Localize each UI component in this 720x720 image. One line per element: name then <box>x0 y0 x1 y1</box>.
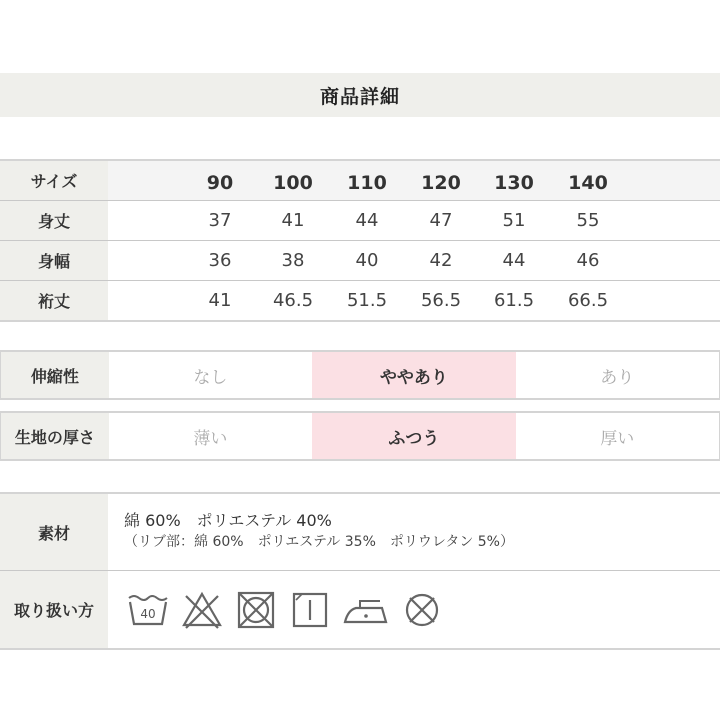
title-bar <box>0 73 720 117</box>
table-cell: 51 <box>502 210 526 231</box>
row-label: 身丈 <box>0 201 108 240</box>
material-sub-text: （リブ部：綿 60% ポリエステル 35% ポリウレタン 5%） <box>124 534 514 550</box>
no-dry-clean-icon <box>400 590 444 630</box>
wash-40-icon <box>126 590 170 630</box>
care-row <box>0 570 720 648</box>
table-cell: 61.5 <box>493 290 535 311</box>
table-cell: 47 <box>429 210 453 231</box>
size-header-label: サイズ <box>0 161 108 200</box>
thickness-option-normal: ふつう <box>312 413 515 459</box>
table-cell: 41 <box>281 210 305 231</box>
info-table <box>0 492 720 650</box>
no-bleach-icon <box>180 590 224 630</box>
size-col-90: 90 <box>206 171 234 194</box>
table-cell: 56.5 <box>420 290 462 311</box>
row-label: 身幅 <box>0 241 108 280</box>
stretch-option-yes: あり <box>516 352 720 398</box>
table-row <box>0 201 720 241</box>
material-body <box>108 494 514 570</box>
table-cell: 36 <box>208 250 232 271</box>
table-cell: 51.5 <box>346 290 388 311</box>
material-label: 素材 <box>0 494 108 570</box>
line-dry-icon <box>288 590 332 630</box>
stretch-rating <box>0 350 720 400</box>
stretch-label: 伸縮性 <box>0 352 109 398</box>
wash-temp-text: 40 <box>140 606 156 621</box>
thickness-rating <box>0 411 720 461</box>
table-cell: 55 <box>576 210 600 231</box>
table-cell: 38 <box>281 250 305 271</box>
material-row <box>0 494 720 570</box>
size-table <box>0 159 720 322</box>
stretch-option-some: ややあり <box>312 352 515 398</box>
size-col-100: 100 <box>273 171 313 194</box>
table-cell: 41 <box>208 290 232 311</box>
table-cell: 66.5 <box>567 290 609 311</box>
table-row <box>0 281 720 322</box>
material-main-text: 綿 60% ポリエステル 40% <box>124 511 332 530</box>
table-cell: 46 <box>576 250 600 271</box>
table-cell: 37 <box>208 210 232 231</box>
size-col-130: 130 <box>494 171 534 194</box>
iron-low-icon <box>342 590 390 630</box>
table-cell: 44 <box>502 250 526 271</box>
table-cell: 44 <box>355 210 379 231</box>
size-col-110: 110 <box>347 171 387 194</box>
table-cell: 40 <box>355 250 379 271</box>
table-row <box>0 241 720 281</box>
size-col-140: 140 <box>568 171 608 194</box>
thickness-option-thin: 薄い <box>193 428 228 449</box>
page-title: 商品詳細 <box>319 85 400 108</box>
row-label: 裄丈 <box>0 281 108 320</box>
no-tumble-dry-icon <box>234 590 278 630</box>
table-cell: 42 <box>429 250 453 271</box>
care-label: 取り扱い方 <box>0 571 108 648</box>
stretch-option-none: なし <box>193 367 228 388</box>
table-cell: 46.5 <box>272 290 314 311</box>
size-col-120: 120 <box>421 171 461 194</box>
care-icons <box>108 571 444 648</box>
thickness-option-thick: 厚い <box>516 413 720 459</box>
size-header-row <box>0 161 720 201</box>
thickness-label: 生地の厚さ <box>0 413 109 459</box>
